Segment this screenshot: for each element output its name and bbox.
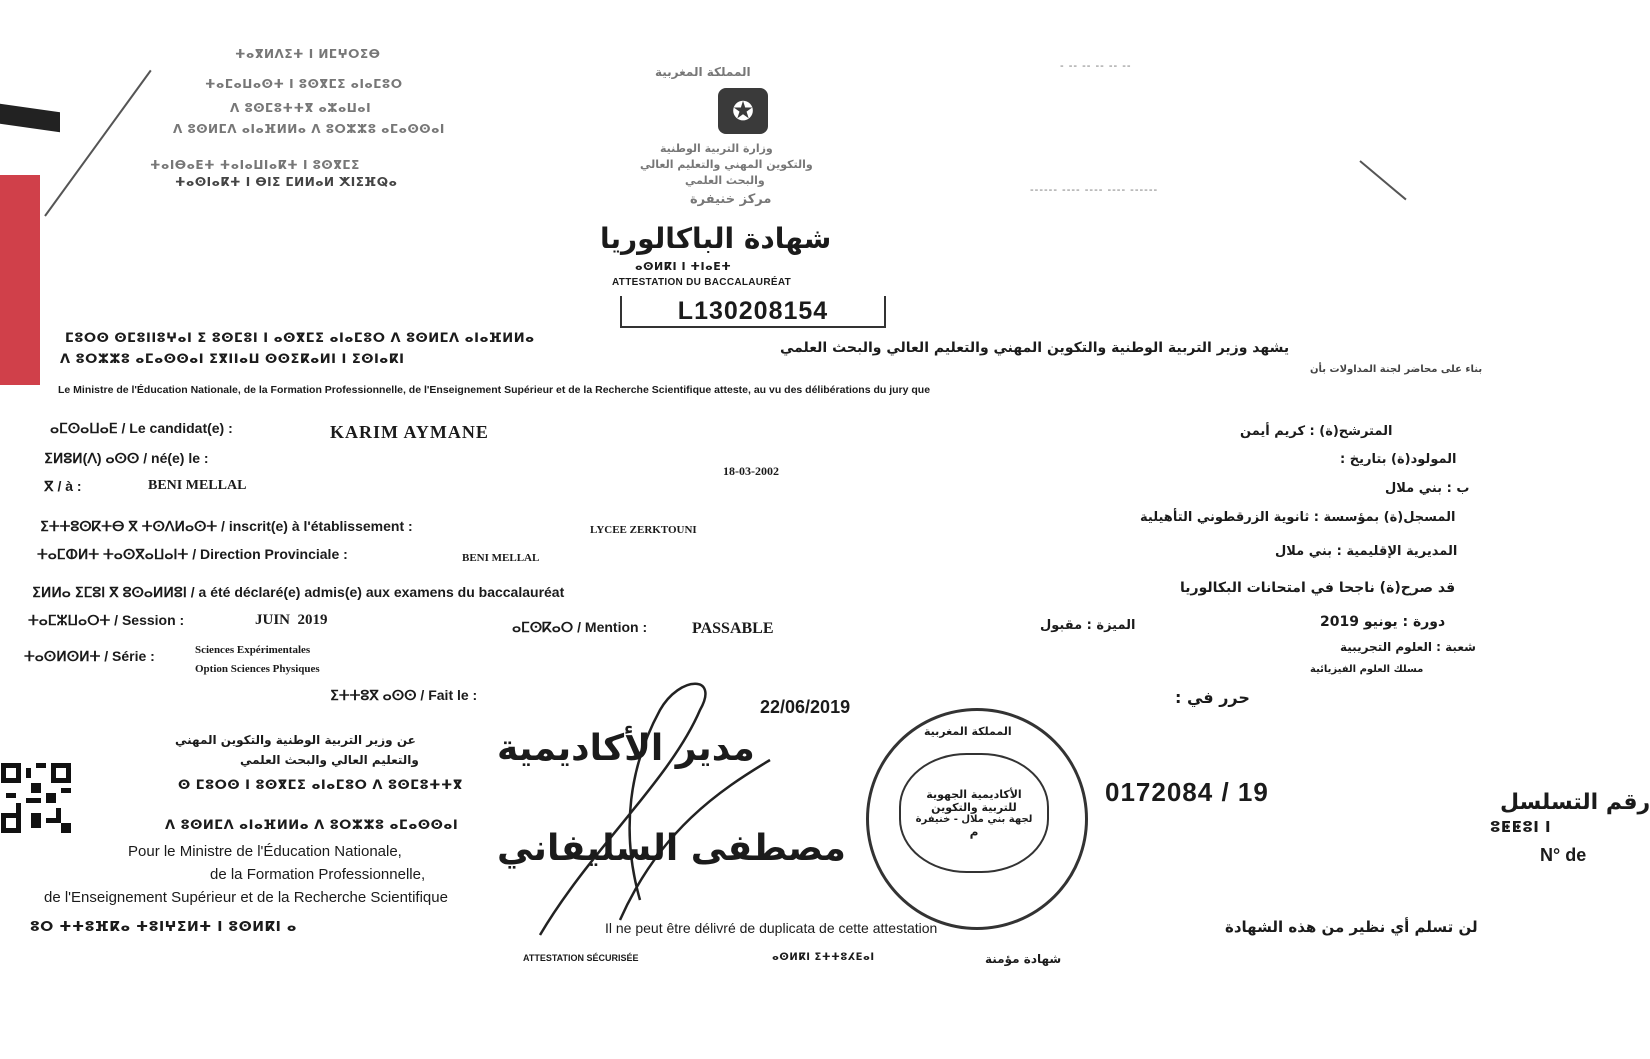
done-value: 22/06/2019 <box>760 697 851 717</box>
serie-value-1: Sciences Expérimentales <box>195 644 311 656</box>
seal-ring-text: المملكة المغربية <box>924 725 1012 738</box>
moroccan-emblem-icon: ✪ <box>718 88 768 134</box>
serial-number: 0172084 / 19 <box>1105 777 1269 807</box>
seal-line-2: للتربية والتكوين <box>931 800 1017 814</box>
footer-ar-1: عن وزير التربية الوطنية والتكوين المهني <box>175 733 416 747</box>
at-label: ⴳ / à : <box>44 478 82 494</box>
preamble-tif-1: ⵎⵓⵔⵙ ⵙⵎⵓⵏⵏⵓⵖⴰⵏ ⵉ ⵓⵙⵎⵓⵏ ⵏ ⴰⵙⴳⵎⵉ ⴰⵏⴰⵎⵓⵔ ⴷ ⵓⵙⵍⵎⴷ ⴰⵏⴰⴼⵍⵍⴰ <box>65 331 535 346</box>
duplicata-notice: Il ne peut être délivré de duplicata de cette attestation <box>605 920 938 936</box>
footer-fr-2: de la Formation Professionnelle, <box>210 866 426 883</box>
footer-tif-2: ⴷ ⵓⵙⵍⵎⴷ ⴰⵏⴰⴼⵍⵍⴰ ⴷ ⵓⵔⵣⵣⵓ ⴰⵎⴰⵙⵙⴰⵏ <box>165 818 459 833</box>
secure-tif: ⴰⵙⵍⴽⵏ ⵉⵜⵜⵓⵃⴹⴰⵏ <box>772 952 875 963</box>
born-ar: المولود(ة) بتاريخ : <box>1340 452 1457 467</box>
serial-label-ar: رقم التسلسل <box>1500 790 1650 815</box>
header-center-name: مركز خنيفرة <box>690 192 772 207</box>
header-ministry-1: وزارة التربية الوطنية <box>660 142 773 155</box>
candidate-value: KARIM AYMANE <box>330 422 489 442</box>
header-tif-line-4: ⴷ ⵓⵙⵍⵎⴷ ⴰⵏⴰⴼⵍⵍⴰ ⴷ ⵓⵔⵣⵣⵓ ⴰⵎⴰⵙⵙⴰⵏ <box>173 122 445 136</box>
header-tif-line-5: ⵜⴰⵏⴱⴰⴹⵜ ⵜⴰⵏⴰⵡⵏⴰⴽⵜ ⵏ ⵓⵙⴳⵎⵉ <box>150 158 360 172</box>
paper-edge-left <box>44 70 151 217</box>
mention-label: ⴰⵎⵙⴽⴰⵔ / Mention : <box>512 619 648 635</box>
preamble-ar-2: بناء على محاضر لجنة المداولات بأن <box>1310 364 1483 375</box>
header-ministry-2: والتكوين المهني والتعليم العالي <box>640 158 813 171</box>
at-value: BENI MELLAL <box>148 478 247 493</box>
duplicata-notice-ar: لن تسلم أي نظير من هذه الشهادة <box>1225 918 1478 936</box>
session-label: ⵜⴰⵎⵣⵡⴰⵔⵜ / Session : <box>28 612 185 628</box>
school-label: ⵉⵜⵜⵓⵙⴽⵜⴱ ⴳ ⵜⵙⴷⵍⴰⵙⵜ / inscrit(e) à l'établissement : <box>40 518 413 534</box>
seal-line-1: الأكاديمية الجهوية <box>926 787 1022 801</box>
footer-fr-1: Pour le Ministre de l'Éducation Nationale, <box>128 843 402 860</box>
session-ar: دورة : يونيو 2019 <box>1320 614 1446 630</box>
born-label: ⵉⵍⵓⵍ(ⴷ) ⴰⵙⵙ / né(e) le : <box>44 450 209 466</box>
direction-label: ⵜⴰⵎⵀⵍⵜ ⵜⴰⵙⴳⴰⵡⴰⵏⵜ / Direction Provinciale : <box>37 546 348 562</box>
signature-name: مصطفى السليفاني <box>497 828 846 869</box>
header-kingdom: المملكة المغربية <box>655 65 751 79</box>
header-ministry-3: والبحث العلمي <box>685 174 765 187</box>
preamble-tif-2: ⴷ ⵓⵔⵣⵣⵓ ⴰⵎⴰⵙⵙⴰⵏ ⵉⴳⵏⵏⴰⵡ ⵙⵙⵉⴽⴰⵍⵏ ⵏ ⵉⵙⵏⴰⴽⵏ <box>60 352 405 367</box>
serial-label-tif: ⵓⵟⵟⵓⵏ ⵏ <box>1490 818 1552 836</box>
header-tif-line-2: ⵜⴰⵎⴰⵡⴰⵙⵜ ⵏ ⵓⵙⴳⵎⵉ ⴰⵏⴰⵎⵓⵔ <box>205 77 403 91</box>
footer-tif-1: ⵙ ⵎⵓⵔⵙ ⵏ ⵓⵙⴳⵎⵉ ⴰⵏⴰⵎⵓⵔ ⴷ ⵓⵙⵎⵓⵜⵜⴳ <box>178 778 463 793</box>
direction-ar: المديرية الإقليمية : بني ملال <box>1275 544 1458 559</box>
admitted-ar: قد صرح(ة) ناجحا في امتحانات البكالوريا <box>1180 580 1456 596</box>
direction-value: BENI MELLAL <box>462 552 540 564</box>
header-right-top: - -- -- -- -- -- <box>1060 60 1132 72</box>
footer-fr-3: de l'Enseignement Supérieur et de la Recherche Scientifique <box>44 889 448 906</box>
serie-value-2: Option Sciences Physiques <box>195 663 320 675</box>
seal-line-4: م <box>969 824 979 839</box>
attestation-number: L130208154 <box>620 296 886 328</box>
seal-line-3: لجهة بني ملال - خنيفرة <box>915 813 1033 825</box>
qr-code-icon <box>0 763 72 833</box>
serie-ar-2: مسلك العلوم الفيزيائية <box>1310 664 1424 675</box>
footer-ar-2: والتعليم العالي والبحث العلمي <box>240 753 419 767</box>
serie-label: ⵜⴰⵙⵍⵙⵍⵜ / Série : <box>24 648 155 664</box>
secure-fr: ATTESTATION SÉCURISÉE <box>523 953 639 963</box>
title-arabic: شهادة الباكالوريا <box>600 222 832 255</box>
preamble-ar-1: يشهد وزير التربية الوطنية والتكوين المهني والتعليم العالي والبحث العلمي <box>780 340 1290 356</box>
header-right-bottom: ------ ---- ---- ---- ------ <box>1030 184 1159 196</box>
title-french: ATTESTATION DU BACCALAURÉAT <box>612 277 792 288</box>
footer-tif-bottom: ⵓⵔ ⵜⵜⵓⴼⴽⴰ ⵜⵓⵏⵖⵉⵍⵜ ⵏ ⵓⵙⵍⴽⵏ ⴰ <box>30 919 297 935</box>
header-tif-line-3: ⴷ ⵓⵙⵎⵓⵜⵜⴳ ⴰⵣⴰⵡⴰⵏ <box>230 101 372 115</box>
paper-edge-right <box>1359 160 1406 200</box>
school-ar: المسجل(ة) بمؤسسة : ثانوية الزرقطوني التأهيلية <box>1140 510 1456 525</box>
admitted-text: ⵉⵍⵍⴰ ⵉⵎⵓⵏ ⴳ ⵓⵙⴰⵍⵍⵓⵏ / a été déclaré(e) admis(e) aux examens du baccalauréat <box>32 584 565 600</box>
seal-inner <box>899 753 1049 873</box>
header-tif-line-1: ⵜⴰⴳⵍⴷⵉⵜ ⵏ ⵍⵎⵖⵔⵉⴱ <box>235 47 381 61</box>
signature-stroke <box>470 670 850 950</box>
serie-ar-1: شعبة : العلوم التجريبية <box>1340 640 1476 654</box>
candidate-label: ⴰⵎⵙⴰⵡⴰⴹ / Le candidat(e) : <box>50 420 233 436</box>
done-ar: حرر في : <box>1175 688 1250 707</box>
at-ar: ب : بني ملال <box>1385 481 1470 496</box>
mention-value: PASSABLE <box>692 620 774 637</box>
done-label: ⵉⵜⵜⵓⴳ ⴰⵙⵙ / Fait le : <box>330 687 478 703</box>
candidate-ar: المترشح(ة) : كريم أيمن <box>1240 424 1393 439</box>
school-value: LYCEE ZERKTOUNI <box>590 524 697 536</box>
session-value: JUIN 2019 <box>255 612 328 628</box>
title-tifinagh: ⴰⵙⵍⴽⵏ ⵏ ⵜⵏⴰⴹⵜ <box>635 260 732 273</box>
official-seal <box>866 708 1088 930</box>
born-value: 18-03-2002 <box>723 464 779 478</box>
mention-ar: الميزة : مقبول <box>1040 618 1136 633</box>
signature-title: مدير الأكاديمية <box>497 728 755 769</box>
preamble-fr: Le Ministre de l'Éducation Nationale, de la Formation Professionnelle, de l'Enseignement Supérieur et de la Recherche Scientifique atteste, au vu des délibérations du jury que <box>58 384 931 396</box>
serial-label-fr: N° de <box>1540 845 1587 865</box>
secure-ar: شهادة مؤمنة <box>985 952 1062 966</box>
header-tif-line-6: ⵜⴰⵙⵏⴰⴽⵜ ⵏ ⴱⵏⵉ ⵎⵍⵍⴰⵍ ⵅⵏⵉⴼⵕⴰ <box>175 175 398 189</box>
